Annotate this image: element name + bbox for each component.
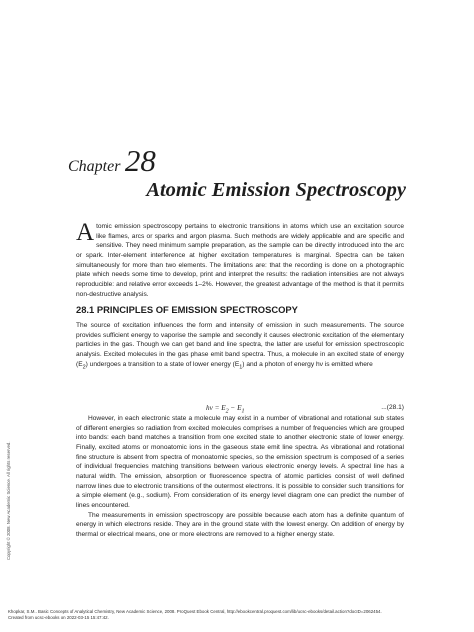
intro-paragraph bbox=[76, 219, 404, 299]
section-heading: 28.1 PRINCIPLES OF EMISSION SPECTROSCOPY bbox=[76, 304, 298, 315]
para1-text-c: ) and a photon of energy hν is emitted where bbox=[242, 360, 373, 368]
section-paragraph-2: However, in each electronic state a molecule may exist in a number of vibrational and rotational sub states of different energies so radiation from excited molecules comprises a number of frequencies which are grouped into bands: each band matches a transition from one excited state to another electronic state of lower energy. Finally, excited atoms or monoatomic ions in the gaseous state emit line spectra. As vibrational and rotational fine structure is absent from spectra of monoatomic species, so the emission spectrum is composed of a series of individual frequencies matching transitions between various electronic energy levels. A spectral line has a natural width. The emission, absorption or fluorescence spectra of atomic particles consist of well defined narrow lines due to electronic transitions of the outermost electrons. It is possible to consider such transitions for a simple element (e.g., sodium). From consideration of its energy level diagram one can predict the number of lines encountered. bbox=[76, 415, 404, 509]
intro-text: tomic emission spectroscopy pertains to electronic transitions in atoms which use an excitation source like flames, arcs or sparks and argon plasma. Such methods are widely applicable and are specific and sensitive. They need minimum sample preparation, as the sample can be directly introduced into the arc or spark. Inter-element interference at higher excitation temperatures is marginal. Spectra can be taken simultaneously for more than two elements. The limitations are: that the recording is done on a photographic plate which needs some time to develop, print and interpret the results: the radiation intensities are not always reproducible: and relative error exceeds 1–2%. However, the greatest advantage of the method is that it permits non-destructive analysis. bbox=[76, 223, 404, 298]
citation-line: Khopkar, S.M.. Basic Concepts of Analytical Chemistry, New Academic Science, 2008. ProQuest Ebook Central, http://ebookcentral.proquest.com/lib/ucsc-ebooks/detail.action?docID=2062454. bbox=[8, 609, 382, 614]
para1-text-b: ) undergoes a transition to a state of lower energy (E bbox=[85, 360, 240, 368]
drop-cap: A bbox=[76, 219, 95, 246]
equation-mid: − E bbox=[228, 404, 242, 412]
created-line: Created from ucsc-ebooks on 2022-03-15 15:47:42. bbox=[8, 614, 109, 620]
chapter-number: 28 bbox=[124, 143, 156, 178]
para1-subscript-1: 1 bbox=[239, 363, 243, 370]
citation-footer bbox=[8, 609, 382, 620]
equation-sub-b: 1 bbox=[241, 408, 245, 415]
equation-expression bbox=[206, 404, 244, 414]
equation-lhs: hν = E bbox=[206, 404, 226, 412]
para1-subscript-2: 2 bbox=[82, 363, 86, 370]
section-paragraph-3: The measurements in emission spectroscopy are possible because each atom has a definite quantum of energy in which electrons reside. They are in the ground state with the lowest energy. On addition of energy by thermal or electrical means, one or more electrons are removed to a higher energy state. bbox=[76, 511, 404, 538]
chapter-heading bbox=[68, 143, 156, 179]
para1-text-a: The source of excitation influences the form and intensity of emission in such measurements. The source provides sufficient energy to vaporise the sample and secondly it causes electronic excitation of the elementary particles in the gas. Though we can get band and line spectra, the latter are useful for emission spectroscopic analysis. Excited molecules in the gas phase emit band spectra. Thus, a molecule in an excited state of energy (E bbox=[76, 322, 404, 368]
chapter-title: Atomic Emission Spectroscopy bbox=[146, 179, 406, 201]
chapter-label: Chapter bbox=[68, 158, 121, 175]
section-paragraph-1 bbox=[76, 321, 404, 373]
equation-number: ...(28.1) bbox=[381, 404, 404, 411]
equation-sub-a: 2 bbox=[225, 408, 229, 415]
side-copyright-notice: Copyright © 2008. New Academic Science. All rights reserved. bbox=[6, 441, 11, 560]
section-paragraphs-2-3 bbox=[76, 414, 404, 540]
